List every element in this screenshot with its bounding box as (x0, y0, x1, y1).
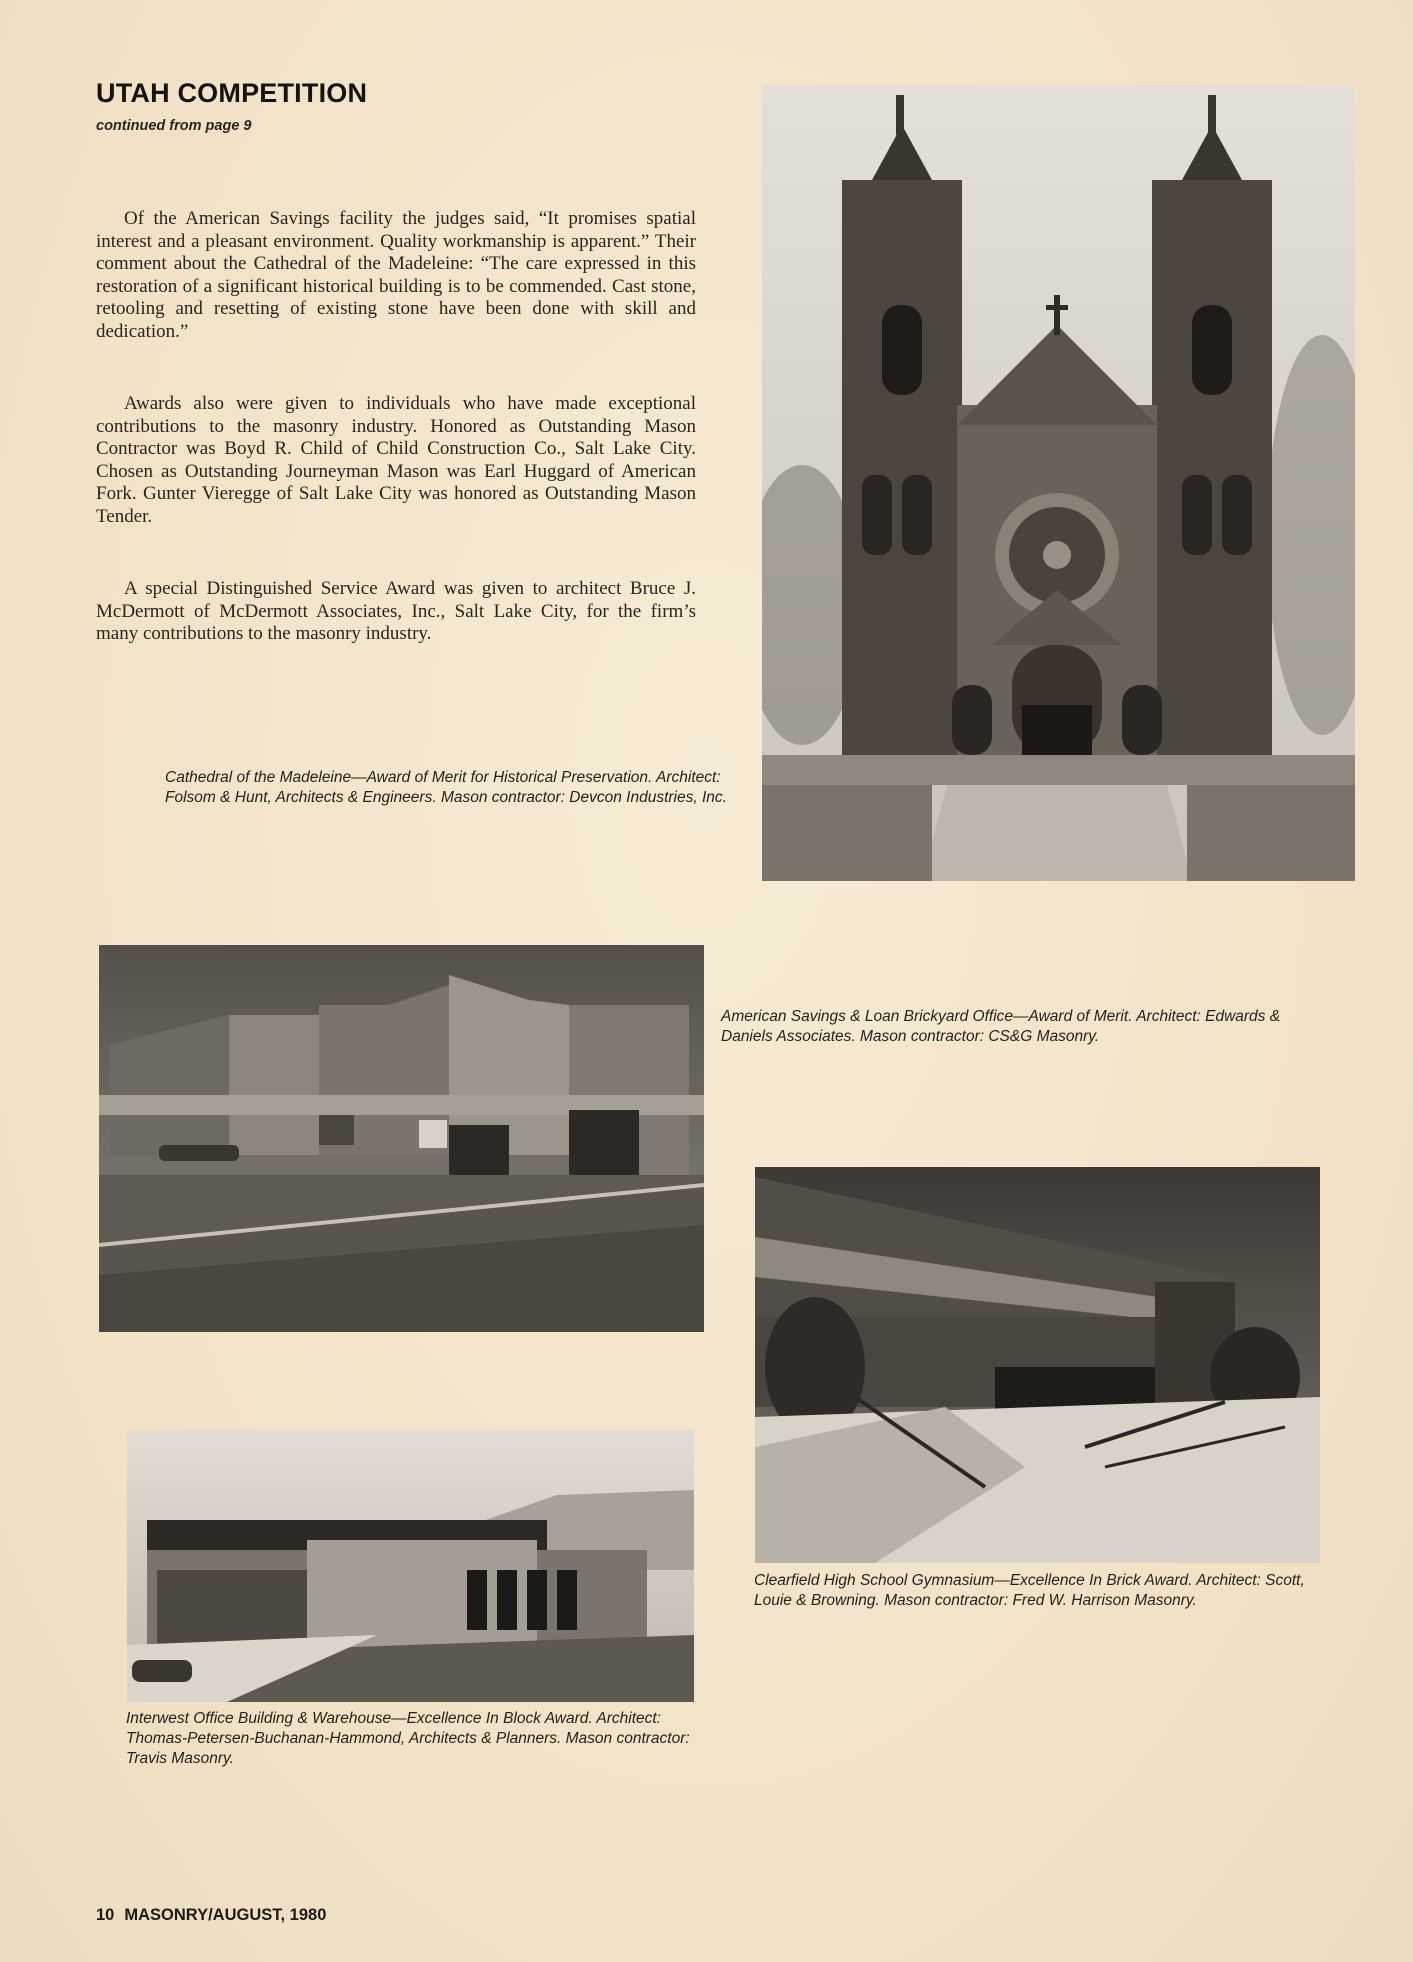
page-number: 10 (96, 1906, 115, 1924)
clearfield-photo (755, 1167, 1320, 1563)
paragraph-judges: Of the American Savings facility the judges said, “It promises spatial interest and a pleasant environment. Quality workmanship is apparent.” Their comment about the Cathedral of the Madeleine: “The care expressed in this restoration of a significant historical building is to be commended. Cast stone, retooling and resetting of existing stone have been done with skill and dedication.” (96, 208, 696, 342)
publication-line: MASONRY/AUGUST, 1980 (124, 1906, 327, 1924)
cathedral-photo (762, 85, 1355, 881)
caption-cathedral: Cathedral of the Madeleine—Award of Merit for Historical Preservation. Architect: Folsom & Hunt, Architects & Engineers. Mason contractor: Devcon Industries, Inc. (165, 769, 727, 806)
page-footer (96, 1906, 326, 1925)
article-headline: UTAH COMPETITION (96, 78, 368, 108)
interwest-photo (127, 1430, 694, 1702)
caption-american-savings: American Savings & Loan Brickyard Office—Award of Merit. Architect: Edwards & Daniels Associates. Mason contractor: CS&G Masonry. (721, 1008, 1281, 1045)
american-savings-photo (99, 945, 704, 1332)
paragraph-individual-awards: Awards also were given to individuals who have made exceptional contributions to the masonry industry. Honored as Outstanding Mason Contractor was Boyd R. Child of Child Construction Co., Salt Lake City. Chosen as Outstanding Journeyman Mason was Earl Huggard of American Fork. Gunter Vieregge of Salt Lake City was honored as Outstanding Mason Tender. (96, 393, 696, 527)
caption-clearfield: Clearfield High School Gymnasium—Excellence In Brick Award. Architect: Scott, Louie & Browning. Mason contractor: Fred W. Harrison Masonry. (754, 1572, 1305, 1609)
continued-note: continued from page 9 (96, 118, 252, 134)
caption-interwest: Interwest Office Building & Warehouse—Excellence In Block Award. Architect: Thomas-Petersen-Buchanan-Hammond, Architects & Planners. Mason contractor: Travis Masonry. (126, 1710, 690, 1767)
paragraph-distinguished-service: A special Distinguished Service Award was given to architect Bruce J. McDermott of McDermott Associates, Inc., Salt Lake City, for the firm’s many contributions to the masonry industry. (96, 578, 696, 644)
